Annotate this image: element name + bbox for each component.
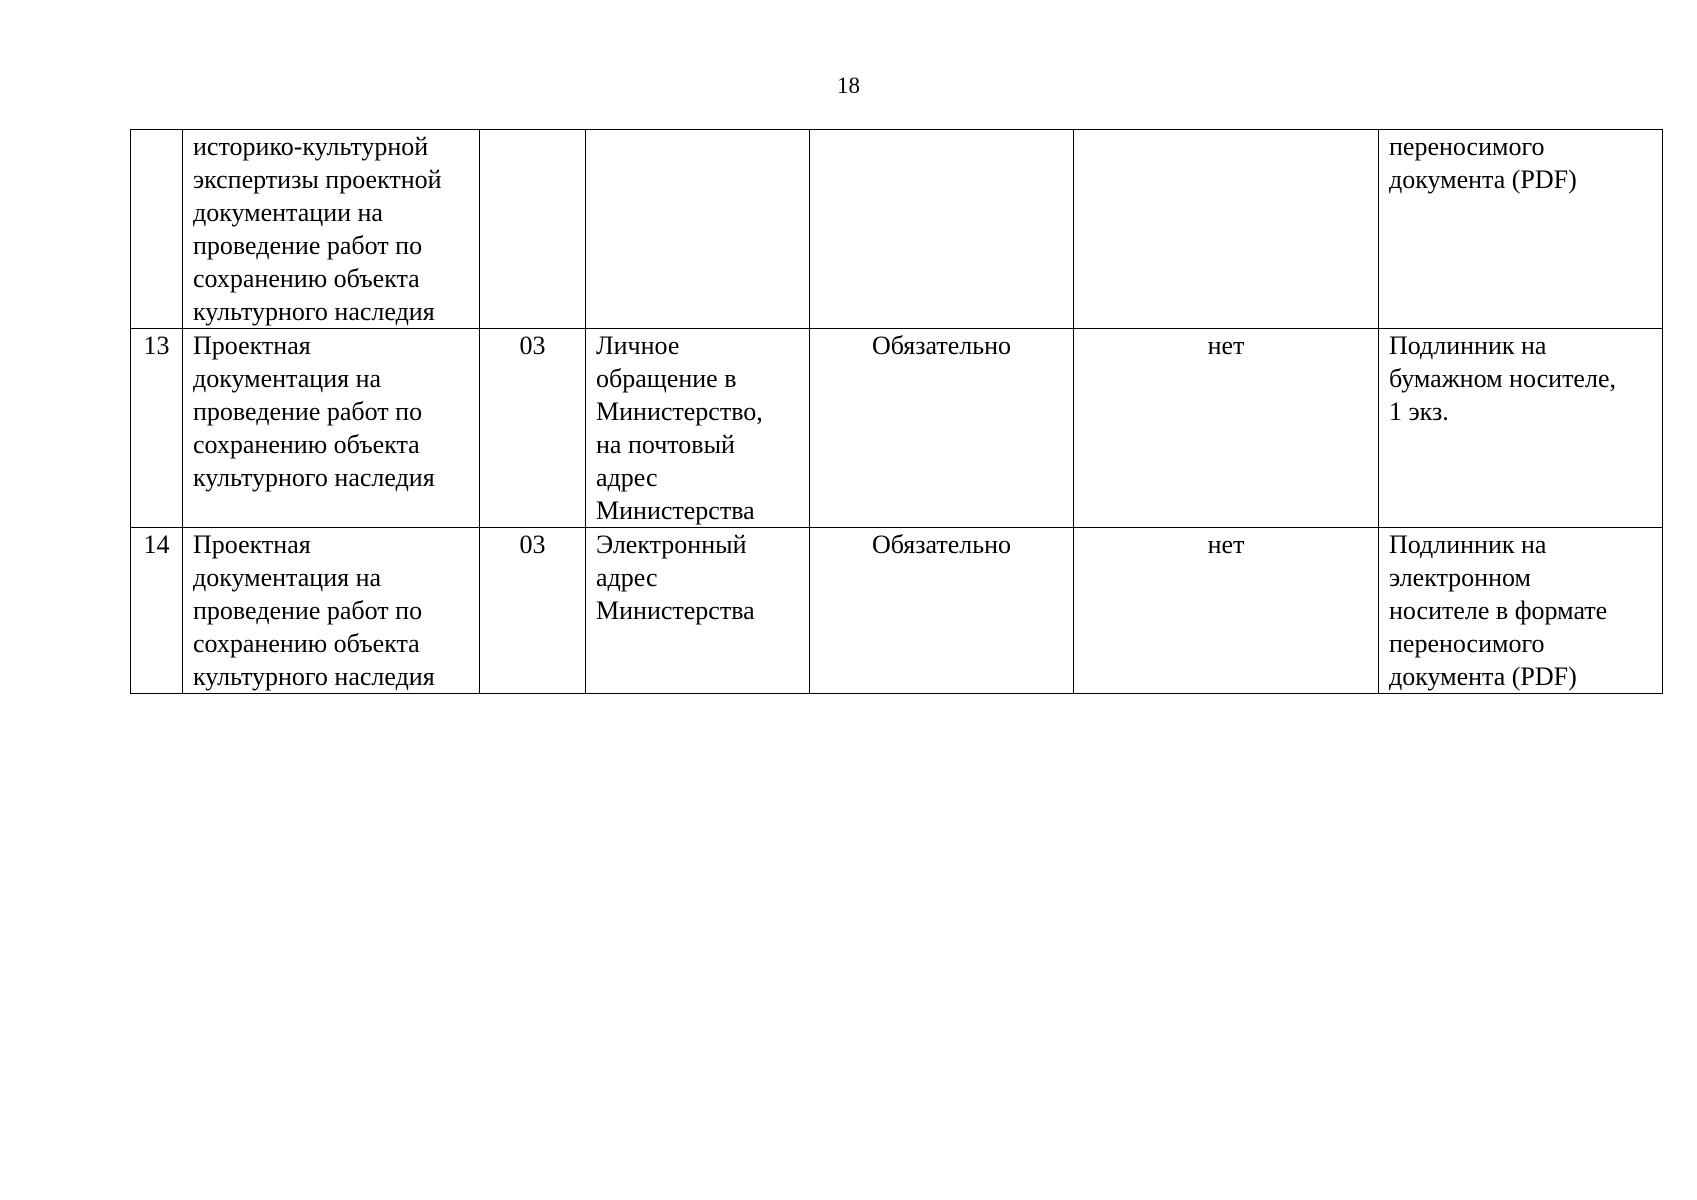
code: 03 [519,530,546,559]
document-form-cell [1379,130,1663,329]
submission-method-cell [586,329,810,528]
required-status: Обязательно [871,331,1012,360]
code: 03 [519,331,546,360]
submission-method: Личное обращение в Министерство, на почтовый адрес Министерства [596,331,763,525]
required-cell [810,528,1074,694]
required-cell [810,329,1074,528]
code-cell [480,528,586,694]
submission-method-cell [586,130,810,329]
code-cell [480,130,586,329]
required-cell [810,130,1074,329]
documents-table [130,129,1663,694]
page-number: 18 [837,73,860,98]
condition-cell [1074,329,1379,528]
document-form: Подлинник на электронном носителе в формате переносимого документа (PDF) [1389,530,1608,691]
document-form-cell [1379,329,1663,528]
row-number-cell [131,528,183,694]
code-cell [480,329,586,528]
document-name: Проектная документация на проведение работ по сохранению объекта культурного наследия [193,530,435,691]
submission-method-cell [586,528,810,694]
required-status: Обязательно [871,530,1012,559]
row-number-cell [131,329,183,528]
table-row [131,329,1663,528]
condition: нет [1207,530,1245,559]
table-row [131,528,1663,694]
document-name-cell [183,329,480,528]
condition: нет [1207,331,1245,360]
row-number: 14 [143,530,170,559]
document-form-cell [1379,528,1663,694]
document-form: переносимого документа (PDF) [1389,132,1577,194]
document-name-cell [183,528,480,694]
submission-method: Электронный адрес Министерства [596,530,755,625]
document-name: историко-культурной экспертизы проектной документации на проведение работ по сохранению объекта культурного наследия [193,132,442,326]
row-number: 13 [143,331,170,360]
row-number-cell [131,130,183,329]
document-name-cell [183,130,480,329]
document-name: Проектная документация на проведение работ по сохранению объекта культурного наследия [193,331,435,492]
document-form: Подлинник на бумажном носителе, 1 экз. [1389,331,1616,426]
table-row [131,130,1663,329]
condition-cell [1074,528,1379,694]
condition-cell [1074,130,1379,329]
